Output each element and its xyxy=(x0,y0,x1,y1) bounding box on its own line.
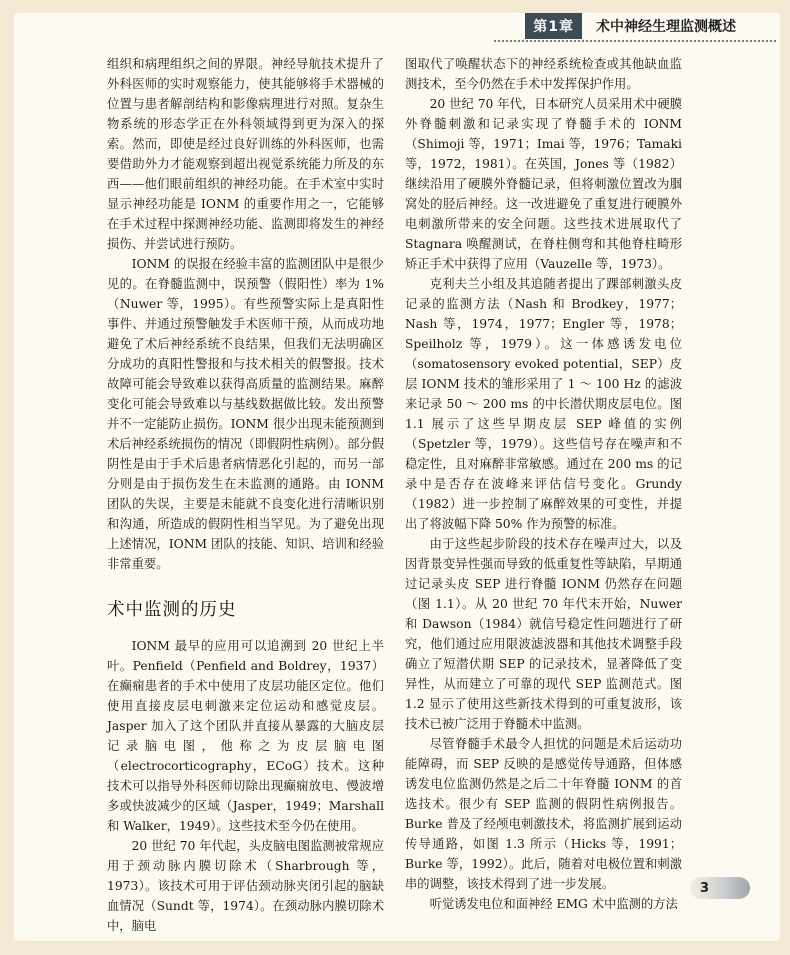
chapter-title: 术中神经生理监测概述 xyxy=(596,19,736,35)
right-paragraph-6: 听觉诱发电位和面神经 EMG 术中监测的方法 xyxy=(429,897,678,911)
left-paragraph-2: IONM 的误报在经验丰富的监测团队中是很少见的。在脊髓监测中，误预警（假阳性）率为 1%（Nuwer 等，1995）。有些预警实际上是真阳性事件、并通过预警触发手术医师干预，从而成功地避免了术后神经系统不良结果，但我们无法明确区分成功的真阳性警报和与技术相关的假警报。技术故障可能会导致难以获得高质量的监测结果。麻醉变化可能会导致难以与基线数据做比较。发出预警并不一定能防止损伤。IONM 很少出现未能预测到术后神经系统损伤的情况（即假阴性病例）。部分假阴性是由于手术后患者病情恶化引起的，而另一部分则是由于损伤发生在未监测的通路。由 IONM 团队的失误，主要是未能就不良变化进行清晰识别和沟通，所造成的假阴性相当罕见。为了避免出现上述情况，IONM 团队的技能、知识、培训和经验非常重要。 xyxy=(107,257,384,571)
right-paragraph-1: 图取代了唤醒状态下的神经系统检查或其他缺血监测技术，至今仍然在手术中发挥保护作用。 xyxy=(405,57,682,91)
left-paragraph-4: 20 世纪 70 年代起，头皮脑电图监测被常规应用于颈动脉内膜切除术（Sharbrough 等，1973）。该技术可用于评估颈动脉夹闭引起的脑缺血情况（Sundt 等，1974）。在颈动脉内膜切除术中，脑电 xyxy=(107,839,384,933)
right-paragraph-3: 克利夫兰小组及其追随者提出了踝部刺激头皮记录的监测方法（Nash 和 Brodkey，1977；Nash 等，1974，1977；Engler 等，1978；Speilholz 等，1979）。这一体感诱发电位（somatosensory evoked potential，SEP）皮层 IONM 技术的雏形采用了 1 ～ 100 Hz 的滤波来记录 50 ～ 200 ms 的中长潜伏期皮层电位。图 1.1 展示了这些早期皮层 SEP 峰值的实例（Spetzler 等，1979）。这些信号存在噪声和不稳定性，且对麻醉非常敏感。通过在 200 ms 的记录中是否存在波峰来评估信号变化。Grundy（1982）进一步控制了麻醉效果的可变性，并提出了将波幅下降 50% 作为预警的标准。 xyxy=(405,277,682,531)
page-number: 3 xyxy=(690,877,750,899)
running-header xyxy=(525,13,776,39)
right-paragraph-5: 尽管脊髓手术最令人担忧的问题是术后运动功能障碍，而 SEP 反映的是感觉传导通路，但体感诱发电位监测仍然是之后二十年脊髓 IONM 的首选技术。很少有 SEP 监测的假阴性病例报告。Burke 普及了经颅电刺激技术，将监测扩展到运动传导通路，如图 1.3 所示（Hicks 等，1991；Burke 等，1992）。此后，随着对电极位置和刺激串的调整，该技术得到了进一步发展。 xyxy=(405,737,682,891)
right-column xyxy=(405,54,682,914)
header-dotted-rule xyxy=(494,40,776,42)
left-paragraph-3: IONM 最早的应用可以追溯到 20 世纪上半叶。Penfield（Penfield and Boldrey，1937）在癫痫患者的手术中使用了皮层功能区定位。他们使用直接皮层电刺激来定位运动和感觉皮层。Jasper 加入了这个团队并直接从暴露的大脑皮层记录脑电图，他称之为皮层脑电图（electrocorticography，ECoG）技术。这种技术可以指导外科医师切除出现癫痫放电、慢波增多或快波减少的区域（Jasper，1949；Marshall 和 Walker，1949）。这些技术至今仍在使用。 xyxy=(107,639,384,833)
chapter-badge: 第1章 xyxy=(525,13,582,39)
right-paragraph-2: 20 世纪 70 年代，日本研究人员采用术中硬膜外脊髓刺激和记录实现了脊髓手术的 IONM（Shimoji 等，1971；Imai 等，1976；Tamaki 等，1972，1981）。在英国，Jones 等（1982）继续沿用了硬膜外脊髓记录，但将刺激位置改为腘窝处的胫后神经。这一改进避免了重复进行硬膜外电刺激所带来的安全问题。这些技术进展取代了 Stagnara 唤醒测试，在脊柱侧弯和其他脊柱畸形矫正手术中获得了应用（Vauzelle 等，1973）。 xyxy=(405,97,682,271)
left-column xyxy=(107,54,384,936)
left-paragraph-1: 组织和病理组织之间的界限。神经导航技术提升了外科医师的实时观察能力，使其能够将手术器械的位置与患者解剖结构和影像病理进行对照。复杂生物系统的形态学正在外科领域得到更为深入的探索。然而，即使是经过良好训练的外科医师，也需要借助外力才能观察到超出视觉系统能力所及的东西——他们眼前组织的神经功能。在手术室中实时显示神经功能是 IONM 的重要作用之一，它能够在手术过程中探测神经功能、监测即将发生的神经损伤、并尝试进行预防。 xyxy=(107,57,384,251)
section-heading: 术中监测的历史 xyxy=(107,600,237,620)
right-paragraph-4: 由于这些起步阶段的技术存在噪声过大，以及因背景变异性强而导致的低重复性等缺陷，早期通过记录头皮 SEP 进行脊髓 IONM 仍然存在问题（图 1.1）。从 20 世纪 70 年代末开始，Nuwer 和 Dawson（1984）就信号稳定性问题进行了研究，他们通过应用限波滤波器和其他技术调整手段确立了短潜伏期 SEP 的记录技术，显著降低了变异性，从而建立了可靠的现代 SEP 监测范式。图 1.2 显示了使用这些新技术得到的可重复波形，该技术已被广泛用于脊髓术中监测。 xyxy=(405,537,682,731)
